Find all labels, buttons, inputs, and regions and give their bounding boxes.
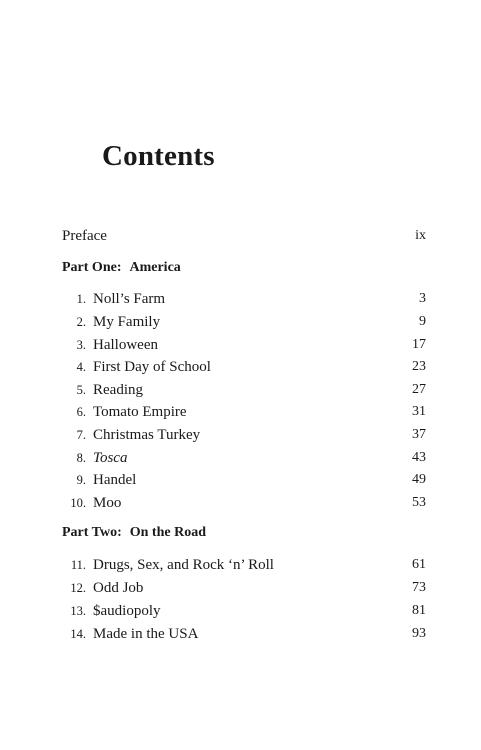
- toc-entry: [62, 624, 426, 644]
- chapter-number: 4.: [76, 360, 86, 374]
- chapter-number: 13.: [70, 604, 86, 618]
- chapter-page: 37: [412, 427, 426, 442]
- chapter-page: 49: [412, 472, 426, 487]
- part-label: Part One:: [62, 260, 122, 275]
- chapter-page: 27: [412, 382, 426, 397]
- chapter-title: Tomato Empire: [93, 404, 187, 420]
- chapter-page: 81: [412, 603, 426, 618]
- chapter-number: 11.: [70, 558, 86, 572]
- chapter-title: Halloween: [93, 337, 158, 353]
- part-title: On the Road: [129, 525, 206, 540]
- chapter-page: 73: [412, 580, 426, 595]
- toc-entry: [62, 578, 426, 598]
- chapter-page: 17: [412, 337, 426, 352]
- chapter-title: Tosca: [93, 450, 128, 466]
- chapter-title: Reading: [93, 382, 143, 398]
- page-title: Contents: [102, 140, 215, 172]
- chapter-title: Christmas Turkey: [93, 427, 201, 443]
- chapter-number: 12.: [70, 581, 86, 595]
- chapter-title: Moo: [93, 495, 122, 511]
- chapter-number: 10.: [70, 496, 86, 510]
- chapter-title: Noll’s Farm: [93, 291, 166, 307]
- chapter-number: 1.: [76, 292, 86, 306]
- toc-entry: [62, 493, 426, 513]
- chapter-page: 93: [412, 626, 426, 641]
- part-label: Part Two:: [62, 525, 122, 540]
- chapter-page: 61: [412, 557, 426, 572]
- toc-entry: [62, 448, 426, 468]
- chapter-title: My Family: [93, 314, 161, 330]
- chapter-page: 31: [412, 404, 426, 419]
- toc-entry: [62, 312, 426, 332]
- toc-entry: [62, 357, 426, 377]
- chapter-title: Made in the USA: [93, 626, 199, 642]
- toc-entry: [62, 470, 426, 490]
- chapter-number: 5.: [76, 383, 86, 397]
- entry-title: Preface: [62, 228, 107, 244]
- part-heading-one: [62, 258, 181, 278]
- toc-entry: [62, 555, 426, 575]
- chapter-page: 3: [419, 291, 426, 306]
- toc-entry: [62, 402, 426, 422]
- toc-entry: [62, 601, 426, 621]
- chapter-number: 14.: [70, 627, 86, 641]
- chapter-title: Odd Job: [93, 580, 144, 596]
- chapter-page: 43: [412, 450, 426, 465]
- chapter-page: 23: [412, 359, 426, 374]
- toc-entry: [62, 335, 426, 355]
- part-heading-two: [62, 523, 206, 543]
- toc-entry: [62, 289, 426, 309]
- chapter-page: 9: [419, 314, 426, 329]
- toc-entry: [62, 425, 426, 445]
- part-title: America: [129, 260, 181, 275]
- chapter-number: 3.: [76, 338, 86, 352]
- toc-entry-preface: [62, 226, 426, 246]
- chapter-title: Handel: [93, 472, 137, 488]
- chapter-number: 6.: [76, 405, 86, 419]
- chapter-number: 8.: [76, 451, 86, 465]
- chapter-number: 2.: [76, 315, 86, 329]
- chapter-number: 9.: [76, 473, 86, 487]
- chapter-page: 53: [412, 495, 426, 510]
- toc-entry: [62, 380, 426, 400]
- chapter-title: First Day of School: [93, 359, 211, 375]
- chapter-title: $audiopoly: [93, 603, 161, 619]
- chapter-title: Drugs, Sex, and Rock ‘n’ Roll: [93, 557, 274, 573]
- entry-page: ix: [415, 228, 426, 243]
- chapter-number: 7.: [76, 428, 86, 442]
